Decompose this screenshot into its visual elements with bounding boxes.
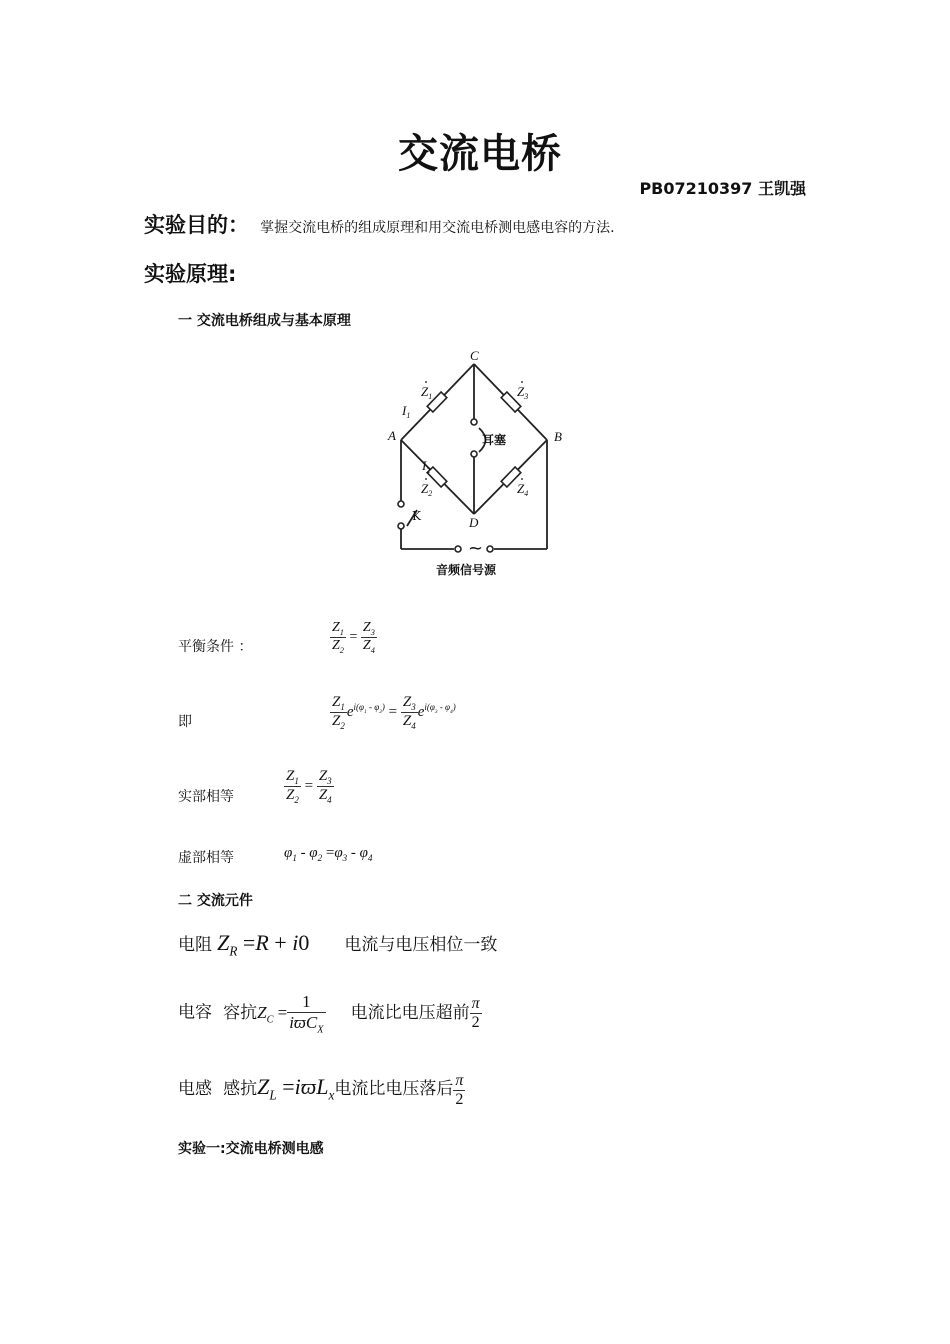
earphone-label: 耳塞 (482, 433, 507, 447)
inductor-note: 电流比电压落后 (334, 1079, 454, 1100)
i1-label: $I_1$ (402, 403, 411, 420)
terminal-source-right (487, 546, 493, 552)
resistor-note: 电流与电压相位一致 (344, 935, 498, 955)
z3-label: $Z_3$ (517, 384, 529, 401)
purpose-text: 掌握交流电桥的组成原理和用交流电桥测电感电容的方法. (260, 220, 615, 236)
purpose-heading: 实验目的： (144, 213, 249, 237)
node-c-label: C (470, 348, 479, 363)
imag-part-label: 虚部相等 (178, 850, 234, 866)
experiment-1-heading: 实验一:交流电桥测电感 (178, 1141, 324, 1157)
capacitor-label: 电容 (178, 1002, 212, 1023)
capacitor-reactance-label: 容抗 (223, 1002, 258, 1023)
resistor-row (178, 930, 497, 959)
inductor-row: 电感 感抗$Z_L =iϖL_x$电流比电压落后 $\frac{\pi}{2}$ (178, 1072, 464, 1108)
z3-dot (521, 381, 523, 383)
z1-label: $Z_1$ (421, 384, 433, 401)
author-line: PB07210397 王凯强 (639, 179, 806, 198)
inductor-label: 电感 (178, 1079, 212, 1100)
terminal-earphone-top (471, 419, 477, 425)
section-2-heading: 二 交流元件 (178, 893, 253, 909)
terminal-switch-top (398, 501, 404, 507)
page-title: 交流电桥 (398, 131, 562, 177)
terminal-earphone-bottom (471, 451, 477, 457)
z1-dot (425, 381, 427, 383)
terminal-switch-bottom (398, 523, 404, 529)
resistor-formula: $Z_R =R + i0$ (217, 930, 310, 959)
z2-label: $Z_2$ (421, 481, 433, 498)
switch-label: K (412, 509, 421, 523)
z2-dot (425, 478, 427, 480)
phase-equation: $\varphi_1 - \varphi_2 =\varphi_3 - \varphi_4$ (284, 845, 373, 863)
ji-label: 即 (178, 714, 192, 730)
capacitor-row: 电容 容抗$Z_C$ = $\frac{1}{iϖC_X}$ 电流比电压超前 $\frac{\pi}{2}$ (178, 992, 480, 1036)
node-d-label: D (469, 515, 479, 530)
source-label: 音频信号源 (436, 563, 497, 577)
inductor-reactance-label: 感抗 (223, 1079, 258, 1100)
bridge-circuit-diagram (384, 344, 574, 584)
principle-heading: 实验原理: (144, 262, 237, 286)
z4-label: $Z_4$ (517, 481, 529, 498)
capacitor-note: 电流比电压超前 (350, 1002, 470, 1023)
z4-dot (521, 478, 523, 480)
magnitude-equation: $\frac{Z_1}{Z_2}$ = $\frac{Z_3}{Z_4}$ (286, 768, 332, 805)
i2-label: $I_2$ (422, 458, 431, 475)
real-part-label: 实部相等 (178, 789, 234, 805)
node-b-label: B (554, 429, 562, 444)
polar-equation: $\frac{Z_1}{Z_2}$ $e^{i(\varphi_1 - \varphi_2)}$ = $\frac{Z_3}{Z_4}$ $e^{i(\varphi_3 - \varphi_4)}$ (332, 694, 456, 731)
resistor-label: 电阻 (178, 935, 212, 955)
balance-label: 平衡条件 ： (178, 639, 253, 655)
capacitor-formula: $Z_C$ = $\frac{1}{iϖC_X}$ (257, 992, 324, 1036)
inductor-formula: $Z_L =iϖL_x$ (257, 1074, 335, 1103)
node-a-label: A (388, 428, 396, 443)
ac-source-symbol: ~ (468, 538, 484, 559)
purpose-line (144, 209, 615, 239)
balance-equation: $\frac{Z_1}{Z_2}$ = $\frac{Z_3}{Z_4}$ (332, 620, 375, 655)
terminal-source-left (455, 546, 461, 552)
section-1-heading: 一 交流电桥组成与基本原理 (178, 313, 351, 329)
